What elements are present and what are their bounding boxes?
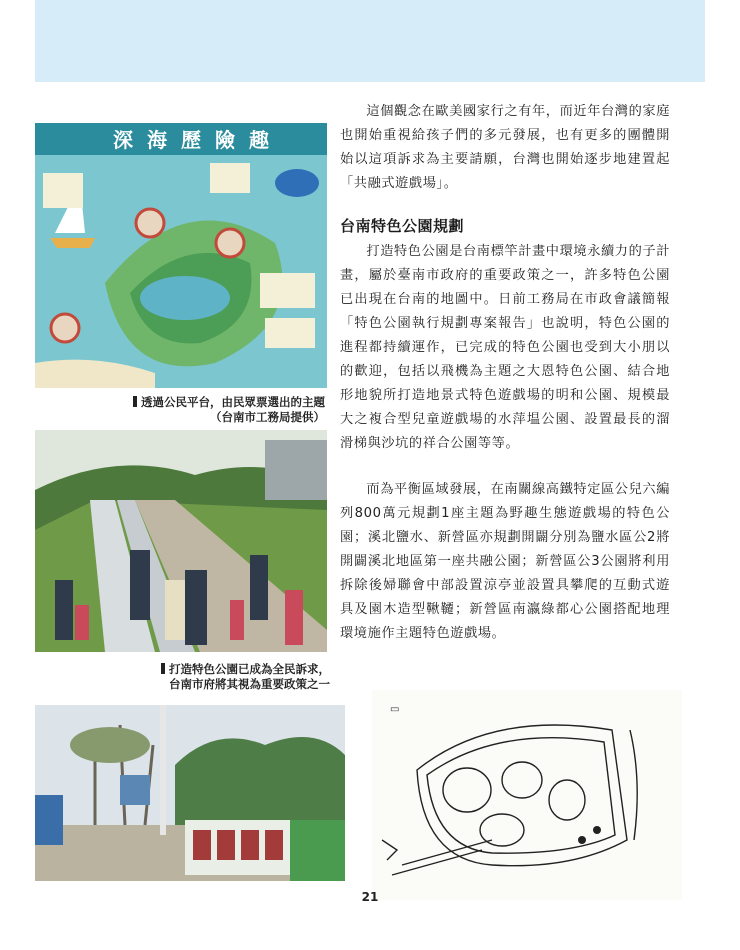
park-sketch-plan xyxy=(372,690,682,900)
poster-title-char-4: 險 xyxy=(215,128,235,152)
page-number: 21 xyxy=(361,890,379,904)
poster-title-char-5: 趣 xyxy=(249,128,269,152)
section-heading: 台南特色公園規劃 xyxy=(340,217,465,235)
poster-title-char-1: 深 xyxy=(113,128,133,152)
theme-poster-image xyxy=(35,123,327,388)
caption-marker xyxy=(161,663,165,674)
caption-poster-line1: 透過公民平台，由民眾票選出的主題 xyxy=(141,395,325,409)
caption-poster xyxy=(130,395,325,425)
header-band xyxy=(35,0,705,82)
caption-poster-line2: （台南市工務局提供） xyxy=(210,410,325,424)
construction-site-photo xyxy=(35,705,345,881)
poster-title-char-2: 海 xyxy=(147,128,167,152)
park-slide-photo xyxy=(35,430,327,652)
poster-title-char-3: 歷 xyxy=(181,128,201,152)
body-paragraph-2: 而為平衡區域發展，在南關線高鐵特定區公兒六編列800萬元規劃1座主題為野趣生態遊戲場的特色公園；溪北鹽水、新營區亦規劃開闢分別為鹽水區公2將開闢溪北地區第一座共融公園；新營區公3公園將利用拆除後婦聯會中部設置涼亭並設置具攀爬的互動式遊具及園木造型鞦韆；新營區南瀛綠都心公園搭配地理環境施作主題特色遊戲場。 xyxy=(340,482,670,641)
caption-park xyxy=(140,662,330,692)
caption-park-line1: 打造特色公園已成為全民訴求， xyxy=(169,662,330,676)
svg-text:▭: ▭ xyxy=(390,704,400,715)
caption-marker xyxy=(133,396,137,407)
body-paragraph-1: 打造特色公園是台南標竿計畫中環境永續力的子計畫，屬於臺南市政府的重要政策之一，許多特色公園已出現在台南的地圖中。日前工務局在市政會議簡報「特色公園執行規劃專案報告」也說明，特色公園的進程都持續運作，已完成的特色公園也受到大小朋以的歡迎，包括以飛機為主題之大恩特色公園、結合地形地貌所打造地景式特色遊戲場的明和公園、規模最大之複合型兒童遊戲場的水萍塭公園、設置最長的溜滑梯與沙坑的祥合公園等等。 xyxy=(340,244,670,451)
caption-park-line2: 台南市府將其視為重要政策之一 xyxy=(169,677,330,691)
intro-paragraph: 這個觀念在歐美國家行之有年，而近年台灣的家庭也開始重視給孩子們的多元發展，也有更多的團體開始以這項訴求為主要請願，台灣也開始逐步地建置起「共融式遊戲場」。 xyxy=(340,104,670,191)
article-body xyxy=(340,100,670,646)
